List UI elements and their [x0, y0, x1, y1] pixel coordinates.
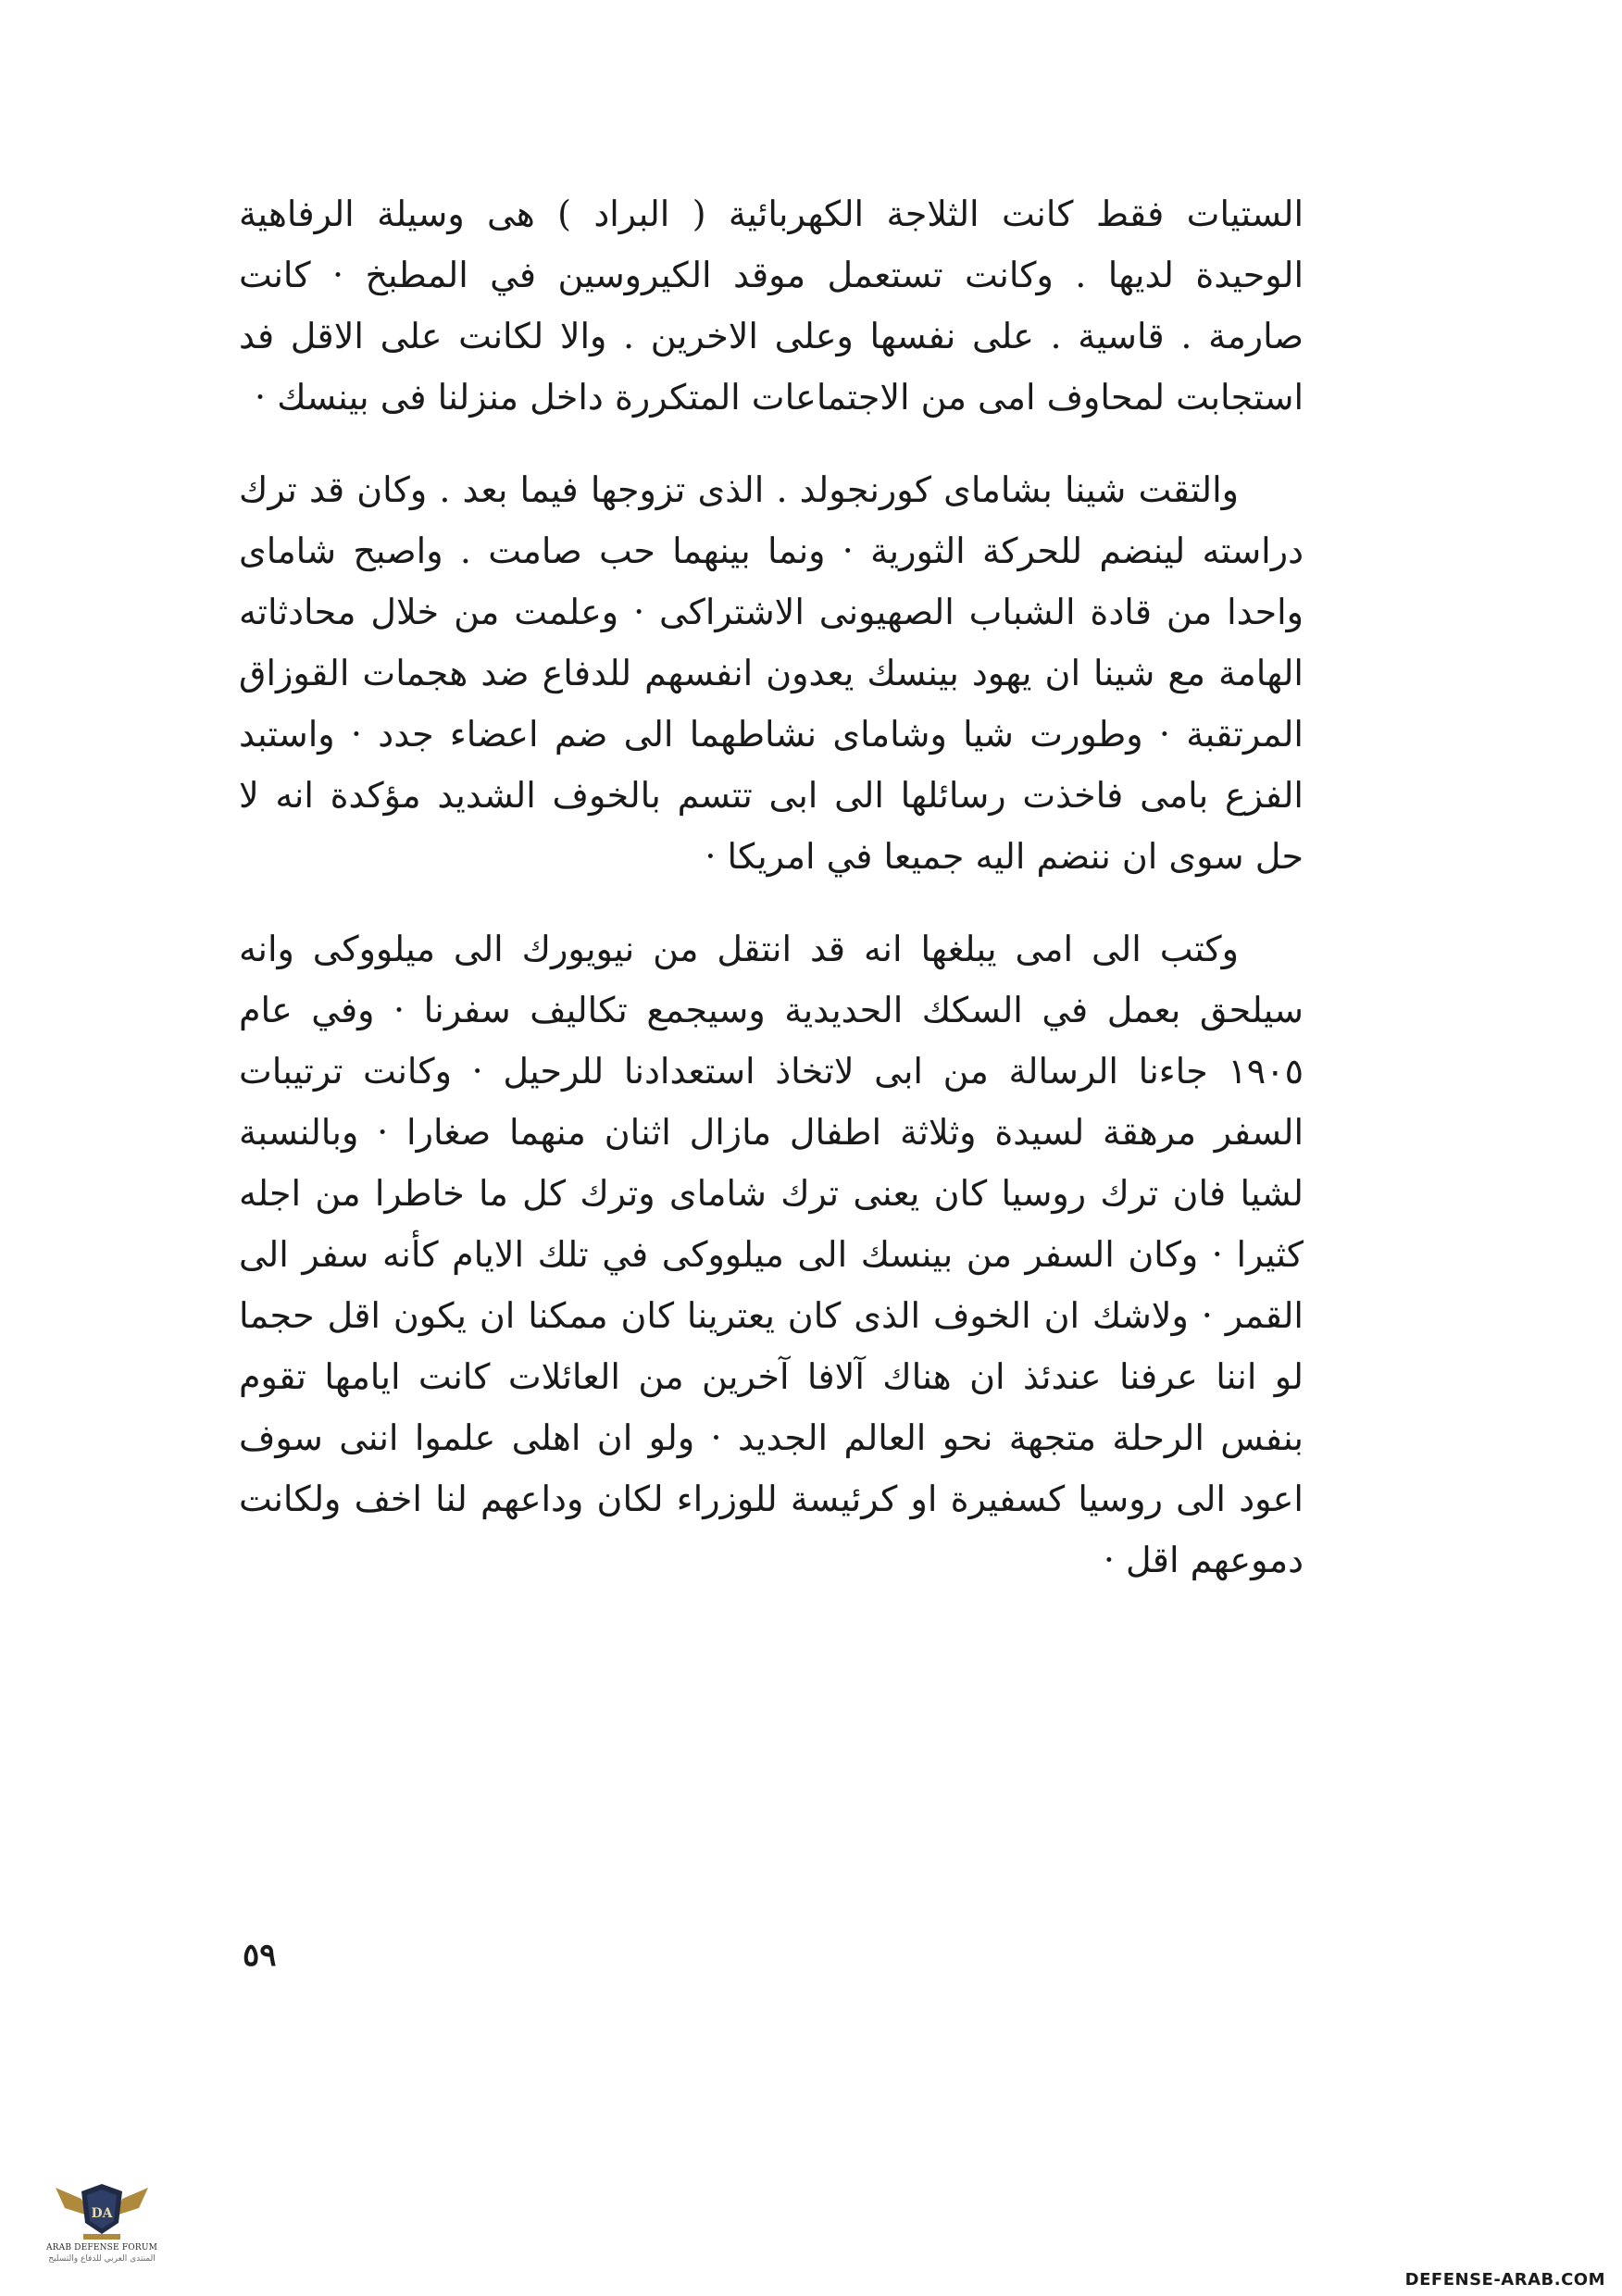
- logo-title: ARAB DEFENSE FORUM: [45, 2243, 158, 2252]
- logo-subtitle: المنتدى العربي للدفاع والتسليح: [48, 2254, 156, 2264]
- page-number: ٥٩: [243, 1937, 277, 1974]
- svg-text:DA: DA: [91, 2206, 113, 2221]
- paragraph-1: الستيات فقط كانت الثلاجة الكهربائية ( البراد ) هى وسيلة الرفاهية الوحيدة لديها . وكانت تستعمل موقد الكيروسين في المطبخ · كانت صارمة . قاسية . على نفسها وعلى الاخرين . والا لكانت على الاقل فد استجابت لمحاوف امى من الاجتماعات المتكررة داخل منزلنا فى بينسك ·: [239, 193, 1304, 418]
- site-logo: [37, 2180, 167, 2290]
- emblem-icon: [37, 2180, 167, 2243]
- paragraph-2: والتقت شينا بشاماى كورنجولد . الذى تزوجها فيما بعد . وكان قد ترك دراسته لينضم للحركة الثورية · ونما بينهما حب صامت . واصبح شاماى واحدا من قادة الشباب الصهيونى الاشتراكى · وعلمت من خلال محادثاته الهامة مع شينا ان يهود بينسك يعدون انفسهم للدفاع ضد هجمات القوزاق المرتقبة · وطورت شيا وشاماى نشاطهما الى ضم اعضاء جدد · واستبد الفزع بامى فاخذت رسائلها الى ابى تتسم بالخوف الشديد مؤكدة انه لا حل سوى ان ننضم اليه جميعا في امريكا ·: [239, 469, 1304, 877]
- watermark-url: DEFENSE-ARAB.COM: [1404, 2270, 1605, 2290]
- page-body: [239, 183, 1304, 1622]
- paragraph-3: وكتب الى امى يبلغها انه قد انتقل من نيويورك الى ميلووكى وانه سيلحق بعمل في السكك الحديدية وسيجمع تكاليف سفرنا · وفي عام ١٩٠٥ جاءنا الرسالة من ابى لاتخاذ استعدادنا للرحيل · وكانت ترتيبات السفر مرهقة لسيدة وثلاثة اطفال مازال اثنان منهما صغارا · وبالنسبة لشيا فان ترك روسيا كان يعنى ترك شاماى وترك كل ما خاطرا من اجله كثيرا · وكان السفر من بينسك الى ميلووكى في تلك الايام كأنه سفر الى القمر · ولاشك ان الخوف الذى كان يعترينا كان ممكنا ان يكون اقل حجما لو اننا عرفنا عندئذ ان هناك آلافا آخرين من العائلات كانت ايامها تقوم بنفس الرحلة متجهة نحو العالم الجديد · ولو ان اهلى علموا اننى سوف اعود الى روسيا كسفيرة او كرئيسة للوزراء لكان وداعهم لنا اخف ولكانت دموعهم اقل ·: [239, 929, 1304, 1580]
